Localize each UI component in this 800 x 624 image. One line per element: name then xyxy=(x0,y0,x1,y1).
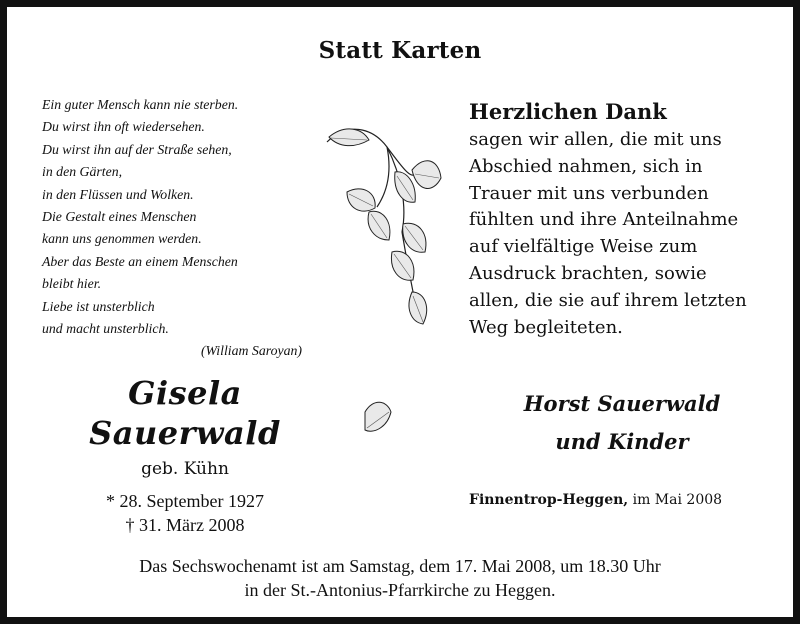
poem xyxy=(42,94,312,363)
thanks-title: Herzlichen Dank xyxy=(469,99,667,124)
poem-line: und macht unsterblich. xyxy=(42,321,169,337)
thanks-line: Weg begleiteten. xyxy=(469,316,623,338)
family-signature xyxy=(477,385,767,461)
poem-line: Du wirst ihn oft wiedersehen. xyxy=(42,119,205,135)
poem-line: in den Gärten, xyxy=(42,164,123,180)
place-name: Finnentrop-Heggen, xyxy=(469,492,629,508)
thanks-line: Ausdruck brachten, sowie xyxy=(469,262,707,284)
deceased-first-name: Gisela xyxy=(128,374,242,412)
place-date-line xyxy=(469,492,769,508)
death-date: † 31. März 2008 xyxy=(125,515,245,535)
family-line: Horst Sauerwald xyxy=(523,391,721,416)
poem-line: Ein guter Mensch kann nie sterben. xyxy=(42,97,239,112)
poem-line: Liebe ist unsterblich xyxy=(42,298,155,314)
deceased-name xyxy=(65,373,305,453)
thanks-line: Abschied nahmen, sich in xyxy=(469,155,703,177)
poem-line: bleibt hier. xyxy=(42,276,102,292)
poem-line: Du wirst ihn auf der Straße sehen, xyxy=(42,141,232,157)
service-announcement xyxy=(7,554,793,602)
poem-line: Aber das Beste an einem Menschen xyxy=(42,253,238,269)
poem-author: (William Saroyan) xyxy=(200,343,302,359)
poem-line: Die Gestalt eines Menschen xyxy=(42,209,197,225)
birch-branch-icon xyxy=(307,112,467,452)
deceased-born-name: geb. Kühn xyxy=(141,459,229,479)
birth-date: * 28. September 1927 xyxy=(106,491,264,511)
service-line: in der St.-Antonius-Pfarrkirche zu Heggen. xyxy=(244,580,556,600)
poem-line: kann uns genommen werden. xyxy=(42,231,202,247)
service-line: Das Sechswochenamt ist am Samstag, dem 17. Mai 2008, um 18.30 Uhr xyxy=(139,556,661,576)
thanks-line: sagen wir allen, die mit uns xyxy=(469,129,722,150)
deceased-last-name: Sauerwald xyxy=(89,414,281,452)
thanks-line: auf vielfältige Weise zum xyxy=(469,236,698,258)
thanks-line: allen, die sie auf ihrem letzten xyxy=(469,289,747,311)
family-line: und Kinder xyxy=(555,429,689,454)
thanks-line: fühlten und ihre Anteilnahme xyxy=(469,209,739,231)
poem-line: in den Flüssen und Wolken. xyxy=(42,186,194,202)
deceased-dates xyxy=(65,489,305,537)
date-text: im Mai 2008 xyxy=(628,492,723,508)
heading: Statt Karten xyxy=(318,37,482,64)
thanks-text xyxy=(469,127,747,341)
thanks-line: Trauer mit uns verbunden xyxy=(469,182,709,204)
